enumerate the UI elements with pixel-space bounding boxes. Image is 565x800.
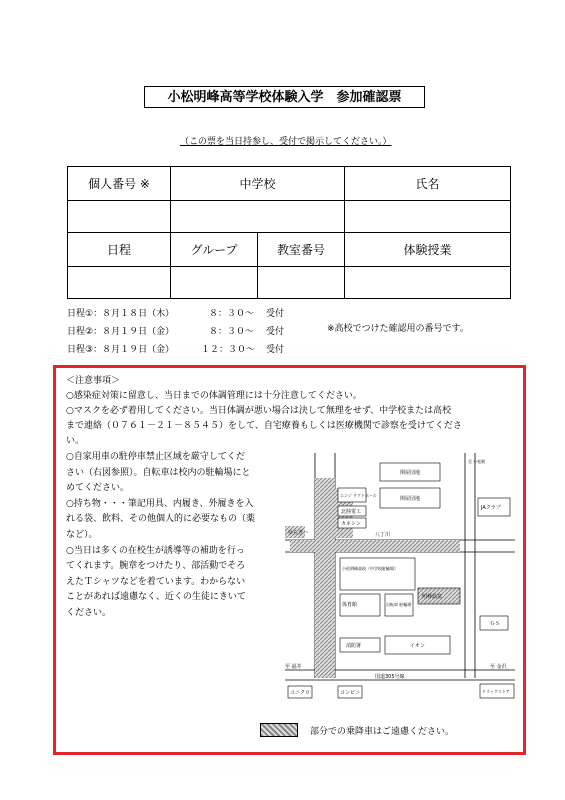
- subtitle: （この票を当日持参し、受付で掲示してください。）: [180, 137, 392, 147]
- schedule-time: ８：３０～: [209, 309, 255, 319]
- map-label-mainroad: 八丁川: [375, 532, 391, 538]
- map-label-fire: 消防署: [346, 643, 362, 649]
- notes-top: [66, 374, 462, 449]
- header-id-number: 個人番号 ※: [68, 167, 171, 201]
- cell-group: [171, 267, 258, 299]
- cell-trial-class: [345, 267, 511, 299]
- schedule-time: １２：３０～: [201, 345, 256, 355]
- cell-junior-high: [171, 201, 345, 233]
- no-stopping-zone: [290, 540, 460, 552]
- map-label-kanko1: 関屋団地: [400, 470, 421, 476]
- header-group: グループ: [171, 233, 258, 267]
- id-number-note: ※高校でつけた確認用の番号です。: [327, 324, 469, 334]
- map-label-conv: コンビニ: [340, 690, 361, 696]
- schedule-note: 受付: [266, 309, 285, 319]
- notes-side-line: てくれます。腕章をつけたり、部活動でそろ: [66, 561, 246, 572]
- cell-name: [345, 201, 511, 233]
- map-label-gym: 体育館: [342, 602, 358, 608]
- header-trial-class: 体験授業: [345, 233, 511, 267]
- notes-side-line: ください。: [66, 607, 112, 618]
- notes-side-line: ことがあれば遠慮なく、近くの生徒にきいて: [66, 592, 246, 603]
- notes-line: ○マスクを必ず着用してください。当日体調が悪い場合は決して無理をせず、中学校または高校: [66, 406, 452, 416]
- confirmation-table: [67, 166, 511, 299]
- legend-text: 部分での乗降車はご遠慮ください。: [310, 727, 455, 737]
- schedule-note: 受付: [266, 327, 285, 337]
- map-label-school: エンジ テクトホール: [340, 493, 377, 498]
- notes-side-line: さい（右図参照）。自転車は校内の駐輪場にと: [66, 467, 251, 478]
- header-schedule: 日程: [68, 233, 171, 267]
- document-title: 小松明峰高等学校体験入学 参加確認票: [144, 86, 425, 108]
- map-label-parking: 小松明峰高校（中学校駐輪場）: [342, 566, 398, 571]
- map-label-s3: 至 小松駅: [468, 459, 486, 464]
- map-label-drug: ドラッグストア: [482, 689, 510, 694]
- schedule-label: 日程②：８月１９日（金）: [67, 327, 175, 337]
- map-label-sakitsu: ゆらぎハ: [288, 530, 309, 536]
- notes-side-line: ○当日は多くの在校生が誘導等の補助を行っ: [66, 545, 245, 556]
- notes-line: ○感染症対策に留意し、当日までの体調管理には十分注意してください。: [66, 391, 362, 401]
- header-junior-high: 中学校: [171, 167, 345, 201]
- notes-side-line: えたＴシャツなどを着ています。わからない: [66, 576, 246, 587]
- map-label-kaneshin: カネシン: [341, 521, 361, 527]
- map-label-uniqlo: ユニクロ: [290, 690, 311, 696]
- map-label-jaclub: JAクラブ: [481, 505, 501, 511]
- cell-room-number: [258, 267, 345, 299]
- access-map: [280, 448, 520, 708]
- notes-side-line: れる袋、飲料、その他個人的に必要なもの（薬: [66, 514, 256, 525]
- map-label-shop: イオン: [410, 643, 425, 649]
- cell-id-number: [68, 201, 171, 233]
- notes-side-line: など）。: [66, 529, 98, 540]
- cell-schedule: [68, 267, 171, 299]
- notes-side-line: めてください。: [66, 483, 130, 494]
- notes-line: い。: [66, 436, 85, 446]
- header-name: 氏名: [345, 167, 511, 201]
- notes-side-line: ○持ち物・・・筆記用具、内履き、外履きを入: [66, 498, 254, 509]
- map-label-pool: 明峰温泉: [422, 594, 443, 600]
- notes-side-line: ○自家用車の駐停車禁止区域を厳守してくだ: [66, 452, 245, 462]
- notes-side: [66, 450, 255, 622]
- map-label-s2: 至 金沢: [490, 664, 507, 670]
- map-label-lot: 自転車 駐輪場: [386, 602, 412, 607]
- notes-title: ＜注意事項＞: [66, 376, 121, 386]
- map-label-kanko2: 関屋団地: [400, 496, 421, 502]
- schedule-label: 日程①：８月１８日（木）: [67, 309, 175, 319]
- map-label-gs: ＧＳ: [490, 621, 501, 627]
- map-label-route: 国道305号線: [375, 674, 405, 680]
- map-label-s1: 至 福井: [285, 664, 302, 670]
- legend-swatch: [260, 723, 298, 737]
- schedule-time: ８：３０～: [209, 327, 255, 337]
- no-stopping-zone: [315, 478, 335, 678]
- schedule-label: 日程③：８月１９日（金）: [67, 345, 175, 355]
- schedule-note: 受付: [266, 345, 285, 355]
- notes-line: まで連絡（０７６１－２１－８５４５）をして、自宅療養もしくは医療機関で診察を受けてくださ: [66, 421, 462, 431]
- map-label-kitakouen: 北陸電工: [341, 509, 362, 515]
- header-room-number: 教室番号: [258, 233, 345, 267]
